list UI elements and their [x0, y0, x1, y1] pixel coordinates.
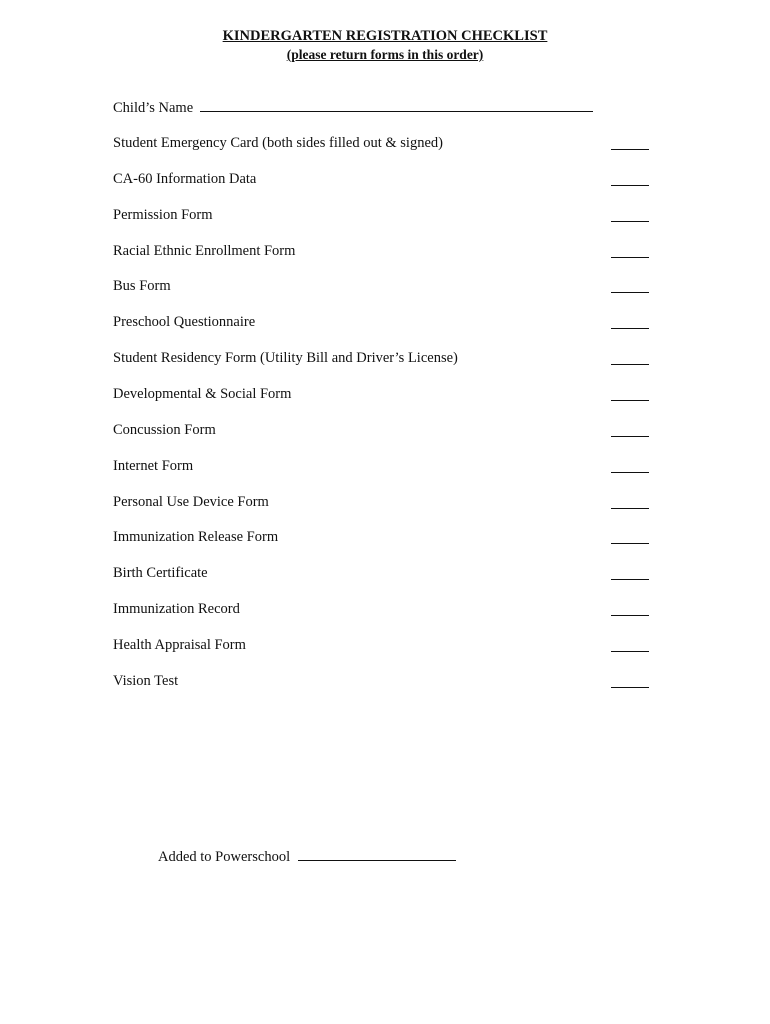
checklist-item-checkoff-line[interactable]	[611, 472, 649, 473]
checklist-item-checkoff-line[interactable]	[611, 149, 649, 150]
checklist-item-checkoff-line[interactable]	[611, 328, 649, 329]
checklist-item-label: Developmental & Social Form	[113, 385, 292, 402]
child-name-field[interactable]	[200, 98, 593, 112]
checklist-item-label: Student Emergency Card (both sides filled out & signed)	[113, 135, 443, 151]
checklist-item-label: Birth Certificate	[113, 565, 208, 582]
document-subtitle: (please return forms in this order)	[286, 47, 484, 62]
checklist-item-label: Immunization Release Form	[113, 529, 279, 546]
checklist-item-checkoff-line[interactable]	[611, 185, 649, 186]
checklist-item-checkoff-line[interactable]	[611, 508, 649, 509]
powerschool-row	[158, 847, 456, 866]
checklist-item-checkoff-line[interactable]	[611, 615, 649, 616]
checklist-item-checkoff-line[interactable]	[611, 364, 649, 365]
checklist-item-checkoff-line[interactable]	[611, 436, 649, 437]
checklist-item-checkoff-line[interactable]	[611, 400, 649, 401]
checklist-item-checkoff-line[interactable]	[611, 221, 649, 222]
document-title: KINDERGARTEN REGISTRATION CHECKLIST	[222, 28, 548, 44]
checklist-item-label: Permission Form	[113, 206, 213, 223]
checklist-item-label: Preschool Questionnaire	[113, 314, 256, 331]
child-name-row	[113, 98, 593, 117]
checklist-item-label: Personal Use Device Form	[113, 493, 269, 510]
checklist-item-checkoff-line[interactable]	[611, 651, 649, 652]
checklist-item-checkoff-line[interactable]	[611, 579, 649, 580]
checklist-item-checkoff-line[interactable]	[611, 257, 649, 258]
powerschool-field[interactable]	[298, 847, 456, 861]
checklist-item-label: Student Residency Form (Utility Bill and Driver’s License)	[113, 350, 458, 367]
child-name-label: Child’s Name	[113, 100, 194, 116]
checklist-item-label: Internet Form	[113, 457, 194, 474]
checklist-item-label: Vision Test	[113, 672, 179, 689]
checklist-item-label: Bus Form	[113, 278, 171, 295]
checklist-item-checkoff-line[interactable]	[611, 292, 649, 293]
checklist-item-label: Health Appraisal Form	[113, 636, 246, 653]
checklist-item-label: Concussion Form	[113, 421, 216, 438]
checklist-item-checkoff-line[interactable]	[611, 687, 649, 688]
powerschool-label: Added to Powerschool	[158, 849, 291, 865]
checklist-item-checkoff-line[interactable]	[611, 543, 649, 544]
checklist-item-label: Racial Ethnic Enrollment Form	[113, 242, 296, 259]
checklist-item-label: Immunization Record	[113, 601, 240, 618]
checklist-item-label: CA-60 Information Data	[113, 170, 257, 187]
